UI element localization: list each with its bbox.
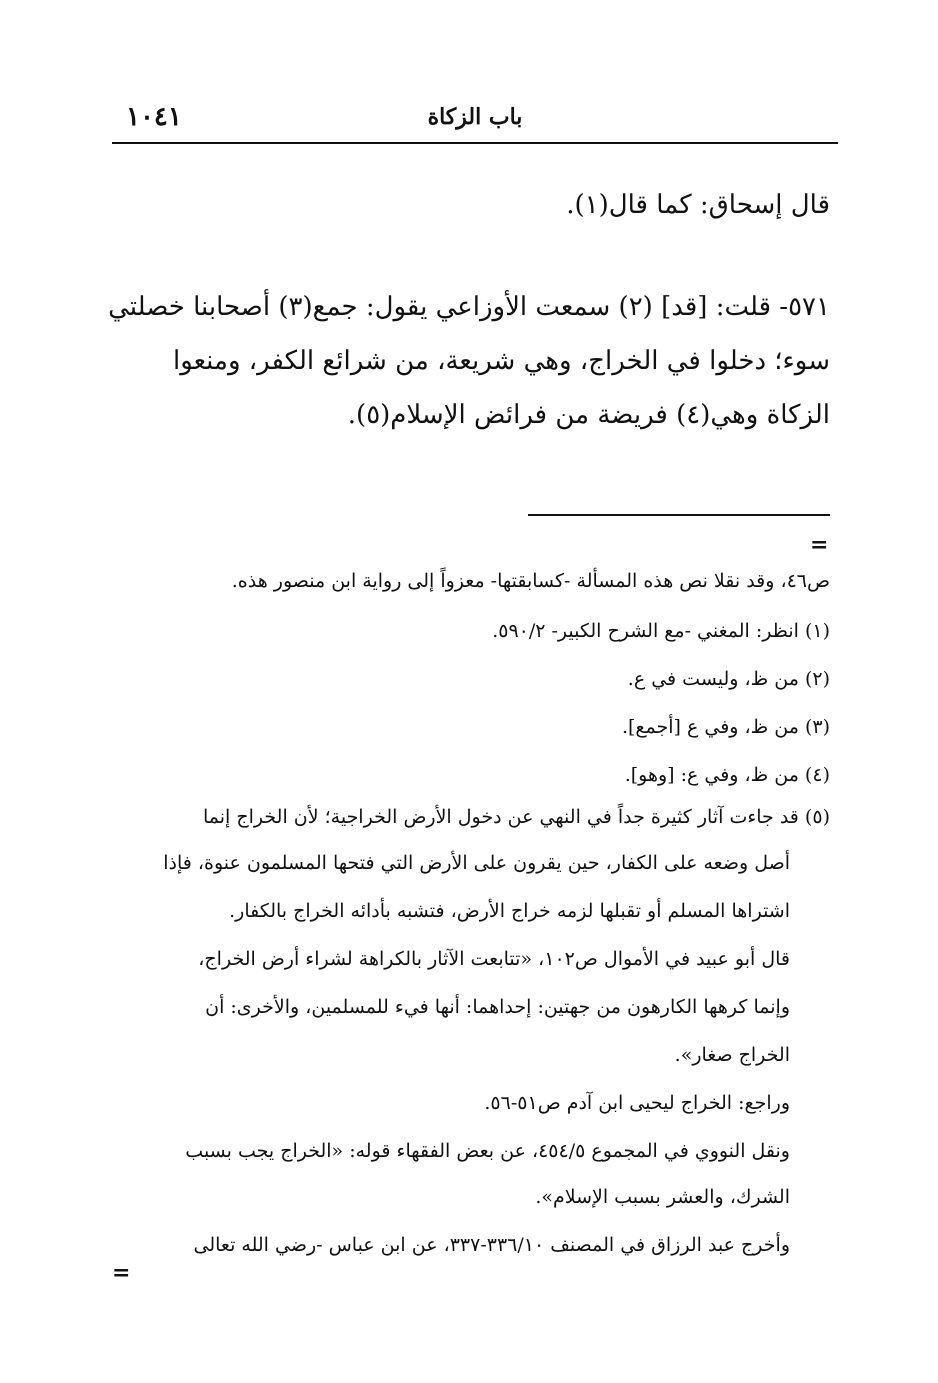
main-line-1: قال إسحاق: كما قال(١). xyxy=(566,190,830,220)
footnote-separator xyxy=(528,514,830,516)
footnote-line: وراجع: الخراج ليحيى ابن آدم ص٥١-٥٦. xyxy=(484,1092,790,1114)
footnote-2: (٢) من ظ، وليست في ع. xyxy=(627,668,830,690)
footnote-4: (٤) من ظ، وفي ع: [وهو]. xyxy=(624,764,830,786)
page-number: ١٠٤١ xyxy=(126,102,182,132)
footnote-line: ونقل النووي في المجموع ٤٥٤/٥، عن بعض الفقهاء قوله: «الخراج يجب بسبب xyxy=(185,1140,790,1162)
footnote-1: (١) انظر: المغني -مع الشرح الكبير- ٥٩٠/٢. xyxy=(492,620,830,642)
footnote-line: وأخرج عبد الرزاق في المصنف ٣٣٦/١٠-٣٣٧، عن ابن عباس -رضي الله تعالى xyxy=(193,1234,790,1256)
end-continuation-mark: = xyxy=(112,1260,131,1286)
footnote-line: أصل وضعه على الكفار، حين يقرون على الأرض التي فتحها المسلمون عنوة، فإذا xyxy=(163,852,790,874)
footnote-line: ص٤٦، وقد نقلا نص هذه المسألة -كسابقتها- معزواً إلى رواية ابن منصور هذه. xyxy=(231,570,830,592)
main-text xyxy=(108,0,830,480)
footnote-line: الخراج صغار». xyxy=(674,1044,790,1066)
continuation-mark: = xyxy=(810,532,829,558)
footnote-5: (٥) قد جاءت آثار كثيرة جداً في النهي عن دخول الأرض الخراجية؛ لأن الخراج إنما xyxy=(203,806,830,828)
main-line-4: الزكاة وهي(٤) فريضة من فرائض الإسلام(٥). xyxy=(347,400,830,430)
footnote-line: وإنما كرهها الكارهون من جهتين: إحداهما: أنها فيء للمسلمين، والأخرى: أن xyxy=(205,996,790,1018)
chapter-title: باب الزكاة xyxy=(427,104,523,130)
footnote-3: (٣) من ظ، وفي ع [أجمع]. xyxy=(621,716,830,738)
footnote-line: اشتراها المسلم أو تقبلها لزمه خراج الأرض، فتشبه بأدائه الخراج بالكفار. xyxy=(229,900,790,922)
main-line-3: سوء؛ دخلوا في الخراج، وهي شريعة، من شرائع الكفر، ومنعوا xyxy=(172,346,830,376)
main-line-2: ٥٧١- قلت: [قد] (٢) سمعت الأوزاعي يقول: جمع(٣) أصحابنا خصلتي xyxy=(108,292,830,322)
footnote-line: قال أبو عبيد في الأموال ص١٠٢، «تتابعت الآثار بالكراهة لشراء أرض الخراج، xyxy=(198,948,790,970)
footnote-line: الشرك، والعشر بسبب الإسلام». xyxy=(535,1186,790,1208)
